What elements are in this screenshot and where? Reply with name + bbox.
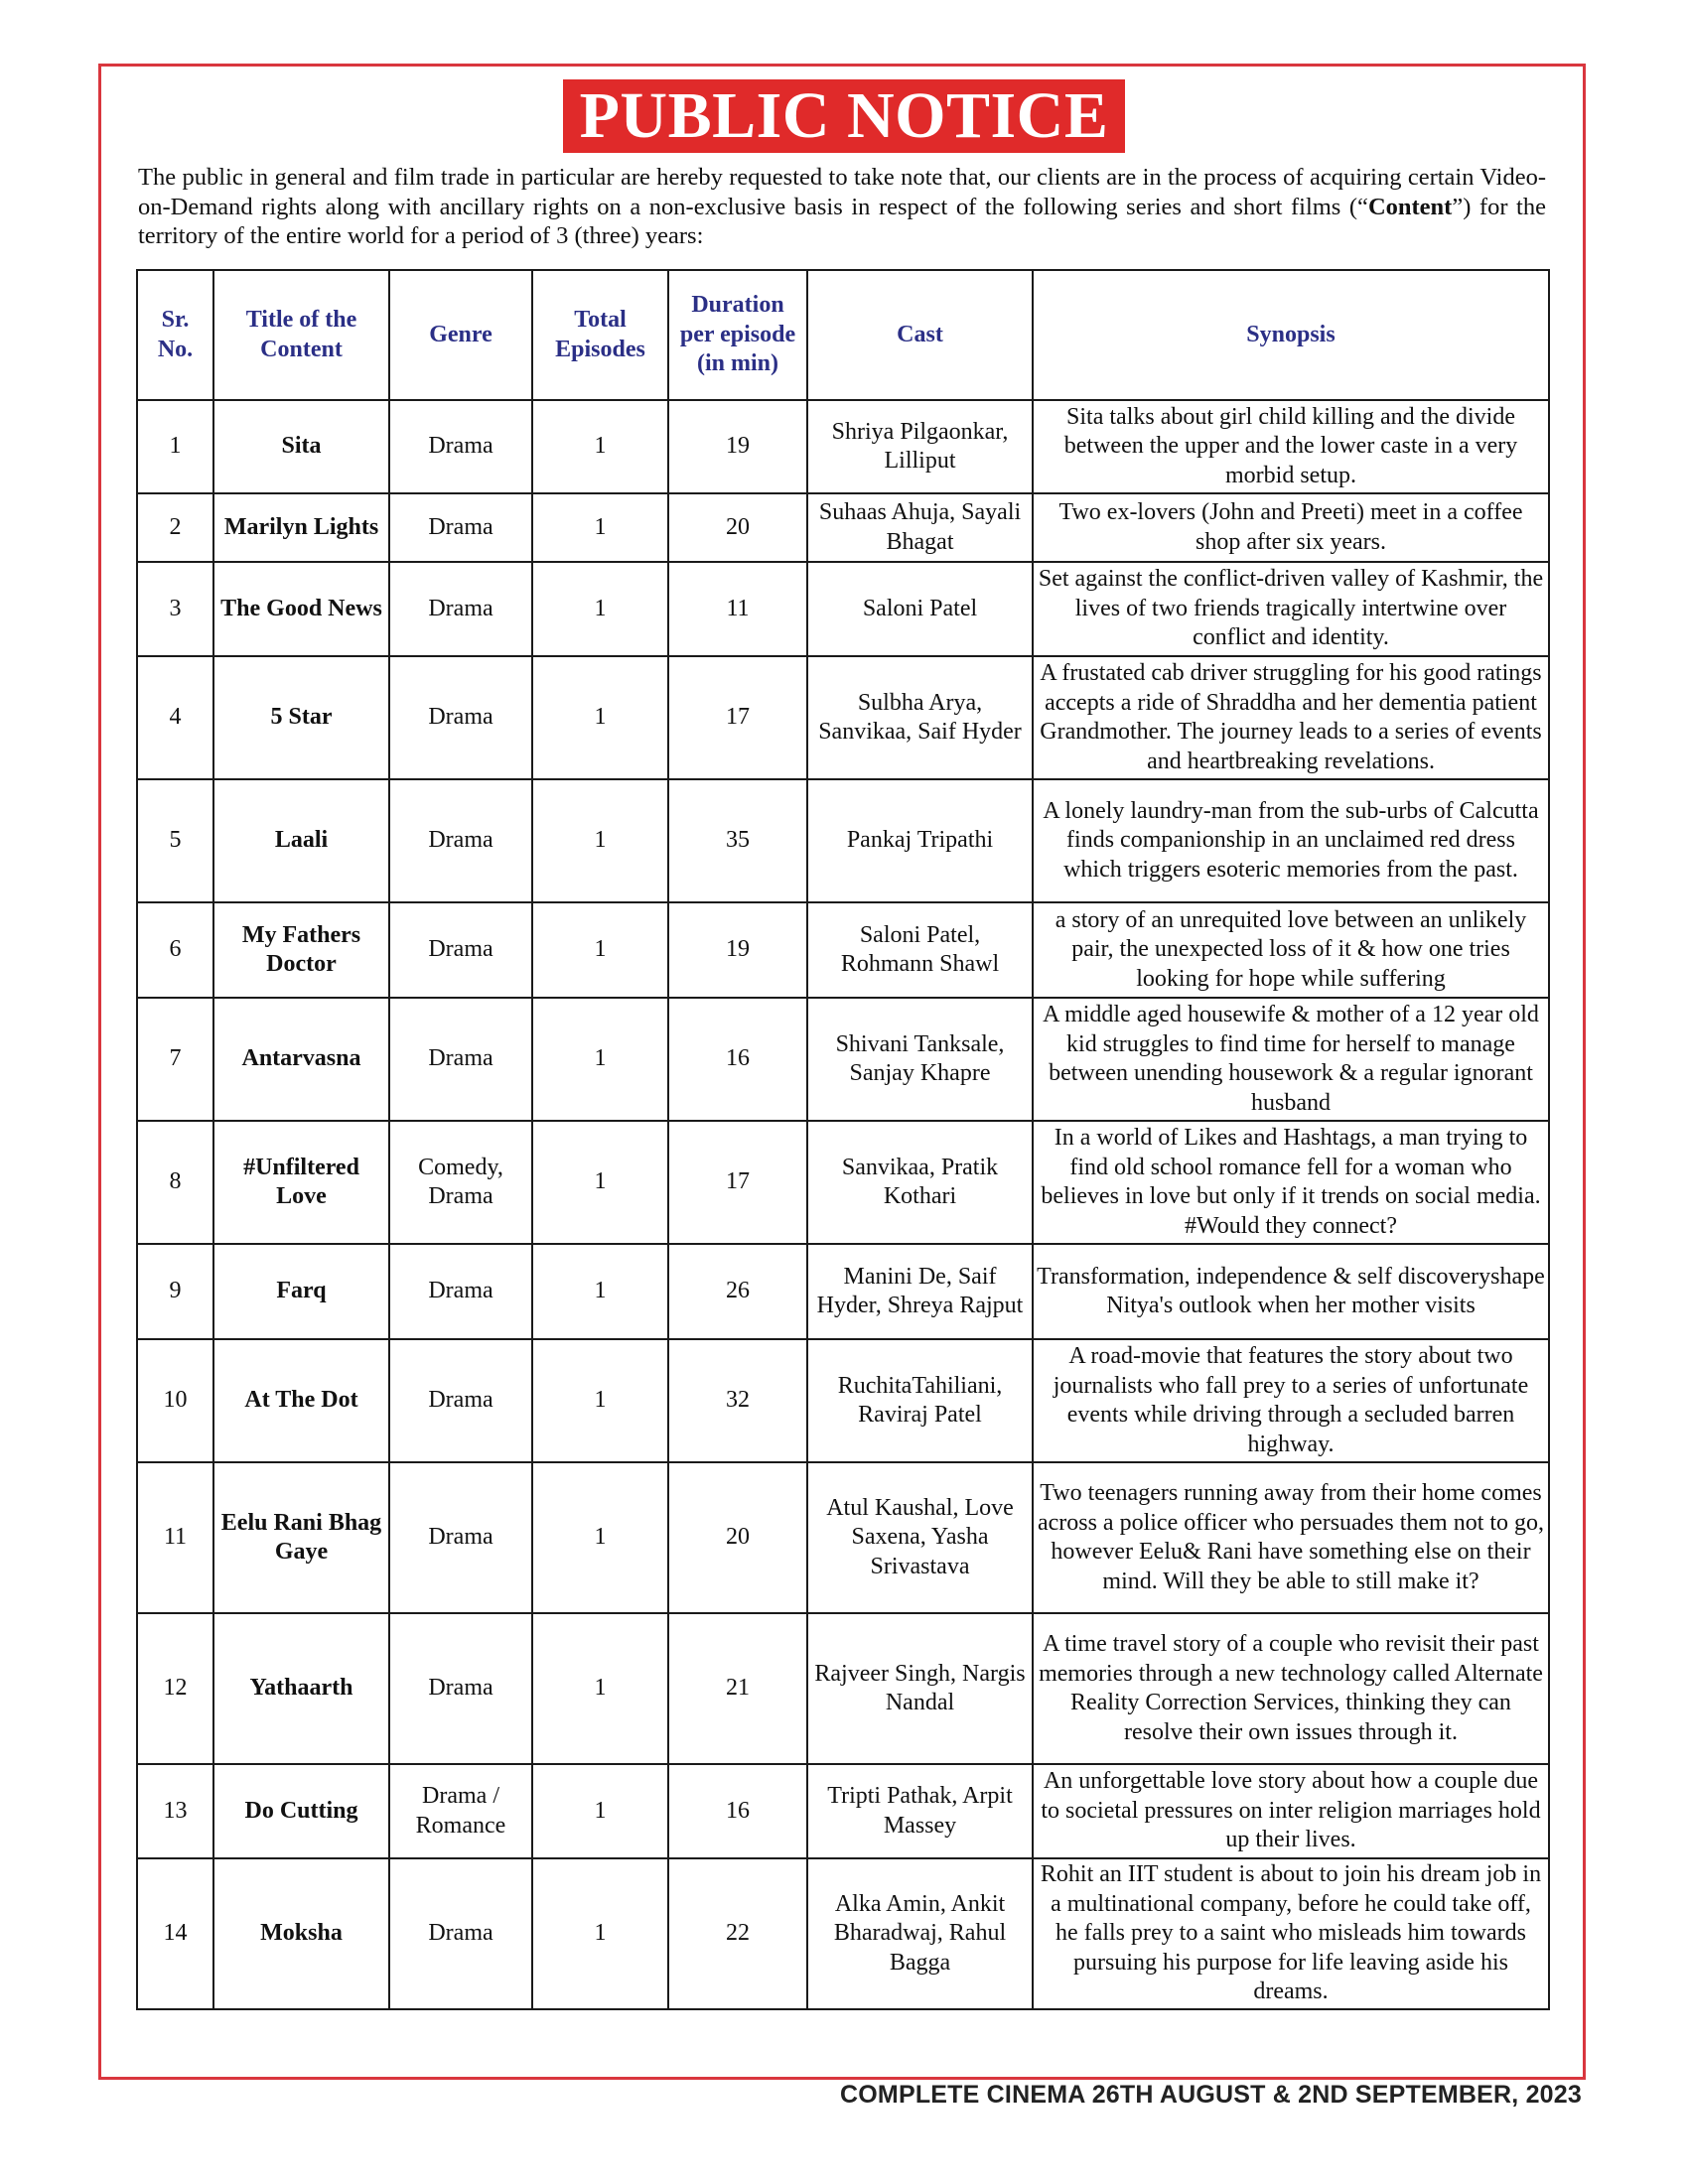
cell-cast: Shivani Tanksale, Sanjay Khapre	[807, 998, 1033, 1121]
cell-sr-no: 6	[137, 902, 213, 998]
table-row	[137, 562, 1549, 656]
footer-publication: COMPLETE CINEMA 26TH AUGUST & 2ND SEPTEMBER, 2023	[840, 2081, 1582, 2109]
cell-sr-no: 3	[137, 562, 213, 656]
cell-duration: 16	[668, 1764, 807, 1858]
table-row	[137, 902, 1549, 998]
cell-cast: Atul Kaushal, Love Saxena, Yasha Srivastava	[807, 1462, 1033, 1613]
cell-title: Moksha	[213, 1858, 389, 2009]
cell-genre: Drama	[389, 902, 532, 998]
cell-synopsis: A lonely laundry-man from the sub-urbs of Calcutta finds companionship in an unclaimed red dress which triggers esoteric memories from the past.	[1033, 779, 1549, 902]
cell-duration: 20	[668, 1462, 807, 1613]
cell-title: Eelu Rani Bhag Gaye	[213, 1462, 389, 1613]
cell-sr-no: 11	[137, 1462, 213, 1613]
cell-duration: 11	[668, 562, 807, 656]
cell-episodes: 1	[532, 998, 668, 1121]
header-episodes: Total Episodes	[532, 270, 668, 400]
cell-synopsis: A road-movie that features the story about two journalists who fall prey to a series of unfortunate events while driving through a secluded barren highway.	[1033, 1339, 1549, 1462]
cell-duration: 19	[668, 400, 807, 493]
table-row	[137, 1339, 1549, 1462]
cell-episodes: 1	[532, 902, 668, 998]
cell-title: Do Cutting	[213, 1764, 389, 1858]
header-duration: Duration per episode (in min)	[668, 270, 807, 400]
cell-sr-no: 5	[137, 779, 213, 902]
cell-title: Farq	[213, 1244, 389, 1339]
table-row	[137, 1858, 1549, 2009]
cell-synopsis: Sita talks about girl child killing and the divide between the upper and the lower caste in a very morbid setup.	[1033, 400, 1549, 493]
cell-cast: Sanvikaa, Pratik Kothari	[807, 1121, 1033, 1244]
intro-text-bold: Content	[1367, 193, 1453, 220]
cell-cast: Saloni Patel, Rohmann Shawl	[807, 902, 1033, 998]
cell-cast: Tripti Pathak, Arpit Massey	[807, 1764, 1033, 1858]
table-header-row	[137, 270, 1549, 400]
header-sr-no: Sr. No.	[137, 270, 213, 400]
cell-episodes: 1	[532, 562, 668, 656]
cell-sr-no: 7	[137, 998, 213, 1121]
cell-genre: Drama	[389, 1858, 532, 2009]
cell-cast: Sulbha Arya, Sanvikaa, Saif Hyder	[807, 656, 1033, 779]
header-cast: Cast	[807, 270, 1033, 400]
cell-episodes: 1	[532, 1121, 668, 1244]
intro-paragraph	[138, 163, 1546, 251]
cell-genre: Comedy, Drama	[389, 1121, 532, 1244]
cell-episodes: 1	[532, 1244, 668, 1339]
cell-episodes: 1	[532, 1613, 668, 1764]
cell-cast: Pankaj Tripathi	[807, 779, 1033, 902]
cell-title: The Good News	[213, 562, 389, 656]
cell-episodes: 1	[532, 400, 668, 493]
cell-synopsis: Transformation, independence & self discoveryshape Nitya's outlook when her mother visits	[1033, 1244, 1549, 1339]
cell-duration: 19	[668, 902, 807, 998]
cell-synopsis: A frustated cab driver struggling for his good ratings accepts a ride of Shraddha and her dementia patient Grandmother. The journey leads to a series of events and heartbreaking revelations.	[1033, 656, 1549, 779]
cell-cast: Alka Amin, Ankit Bharadwaj, Rahul Bagga	[807, 1858, 1033, 2009]
cell-cast: Rajveer Singh, Nargis Nandal	[807, 1613, 1033, 1764]
cell-duration: 17	[668, 1121, 807, 1244]
cell-episodes: 1	[532, 656, 668, 779]
cell-genre: Drama / Romance	[389, 1764, 532, 1858]
cell-sr-no: 10	[137, 1339, 213, 1462]
table-row	[137, 1121, 1549, 1244]
cell-title: Yathaarth	[213, 1613, 389, 1764]
table-row	[137, 400, 1549, 493]
cell-synopsis: Two ex-lovers (John and Preeti) meet in a coffee shop after six years.	[1033, 493, 1549, 562]
cell-duration: 16	[668, 998, 807, 1121]
cell-genre: Drama	[389, 1462, 532, 1613]
table-row	[137, 1613, 1549, 1764]
cell-duration: 22	[668, 1858, 807, 2009]
cell-genre: Drama	[389, 400, 532, 493]
cell-title: My Fathers Doctor	[213, 902, 389, 998]
cell-genre: Drama	[389, 779, 532, 902]
cell-cast: RuchitaTahiliani, Raviraj Patel	[807, 1339, 1033, 1462]
cell-synopsis: In a world of Likes and Hashtags, a man trying to find old school romance fell for a woman who believes in love but only if it trends on social media. #Would they connect?	[1033, 1121, 1549, 1244]
cell-synopsis: Rohit an IIT student is about to join his dream job in a multinational company, before he could take off, he falls prey to a saint who misleads him towards pursuing his purpose for life leaving aside his dreams.	[1033, 1858, 1549, 2009]
cell-synopsis: a story of an unrequited love between an unlikely pair, the unexpected loss of it & how one tries looking for hope while suffering	[1033, 902, 1549, 998]
header-synopsis: Synopsis	[1033, 270, 1549, 400]
cell-title: At The Dot	[213, 1339, 389, 1462]
cell-episodes: 1	[532, 1764, 668, 1858]
cell-sr-no: 4	[137, 656, 213, 779]
cell-synopsis: Two teenagers running away from their home comes across a police officer who persuades them not to go, however Eelu& Rani have something else on their mind. Will they be able to still make it?	[1033, 1462, 1549, 1613]
intro-text-after: ”) for the territory of the entire world for a period of 3 (three) years:	[138, 193, 1546, 249]
intro-text-before: The public in general and film trade in particular are hereby requested to take note that, our clients are in the process of acquiring certain Video-on-Demand rights along with ancillary rights on a non-exclusive basis in respect of the following series and short films (“	[138, 164, 1546, 220]
table-row	[137, 656, 1549, 779]
cell-title: #Unfiltered Love	[213, 1121, 389, 1244]
cell-sr-no: 8	[137, 1121, 213, 1244]
cell-duration: 20	[668, 493, 807, 562]
cell-duration: 35	[668, 779, 807, 902]
cell-synopsis: Set against the conflict-driven valley of Kashmir, the lives of two friends tragically intertwine over conflict and identity.	[1033, 562, 1549, 656]
table-body	[137, 400, 1549, 2009]
cell-sr-no: 14	[137, 1858, 213, 2009]
cell-sr-no: 2	[137, 493, 213, 562]
cell-genre: Drama	[389, 998, 532, 1121]
cell-duration: 17	[668, 656, 807, 779]
cell-cast: Manini De, Saif Hyder, Shreya Rajput	[807, 1244, 1033, 1339]
content-table	[136, 269, 1550, 2010]
cell-genre: Drama	[389, 493, 532, 562]
notice-heading: PUBLIC NOTICE	[563, 79, 1126, 153]
cell-episodes: 1	[532, 493, 668, 562]
table-row	[137, 779, 1549, 902]
cell-title: Antarvasna	[213, 998, 389, 1121]
cell-duration: 32	[668, 1339, 807, 1462]
table-row	[137, 1244, 1549, 1339]
cell-synopsis: A middle aged housewife & mother of a 12 year old kid struggles to find time for herself to manage between unending housework & a regular ignorant husband	[1033, 998, 1549, 1121]
cell-genre: Drama	[389, 1244, 532, 1339]
table-row	[137, 1462, 1549, 1613]
cell-sr-no: 12	[137, 1613, 213, 1764]
cell-sr-no: 1	[137, 400, 213, 493]
header-title: Title of the Content	[213, 270, 389, 400]
cell-duration: 26	[668, 1244, 807, 1339]
cell-episodes: 1	[532, 1858, 668, 2009]
cell-title: Sita	[213, 400, 389, 493]
cell-cast: Shriya Pilgaonkar, Lilliput	[807, 400, 1033, 493]
cell-genre: Drama	[389, 562, 532, 656]
table-row	[137, 998, 1549, 1121]
cell-episodes: 1	[532, 779, 668, 902]
cell-genre: Drama	[389, 1339, 532, 1462]
cell-genre: Drama	[389, 656, 532, 779]
cell-synopsis: A time travel story of a couple who revisit their past memories through a new technology called Alternate Reality Correction Services, thinking they can resolve their own issues through it.	[1033, 1613, 1549, 1764]
cell-sr-no: 13	[137, 1764, 213, 1858]
table-row	[137, 1764, 1549, 1858]
cell-title: Laali	[213, 779, 389, 902]
cell-cast: Saloni Patel	[807, 562, 1033, 656]
cell-title: 5 Star	[213, 656, 389, 779]
cell-genre: Drama	[389, 1613, 532, 1764]
table-row	[137, 493, 1549, 562]
cell-title: Marilyn Lights	[213, 493, 389, 562]
cell-sr-no: 9	[137, 1244, 213, 1339]
cell-episodes: 1	[532, 1462, 668, 1613]
cell-cast: Suhaas Ahuja, Sayali Bhagat	[807, 493, 1033, 562]
cell-duration: 21	[668, 1613, 807, 1764]
cell-synopsis: An unforgettable love story about how a couple due to societal pressures on inter religion marriages hold up their lives.	[1033, 1764, 1549, 1858]
heading-container	[0, 79, 1688, 153]
cell-episodes: 1	[532, 1339, 668, 1462]
header-genre: Genre	[389, 270, 532, 400]
